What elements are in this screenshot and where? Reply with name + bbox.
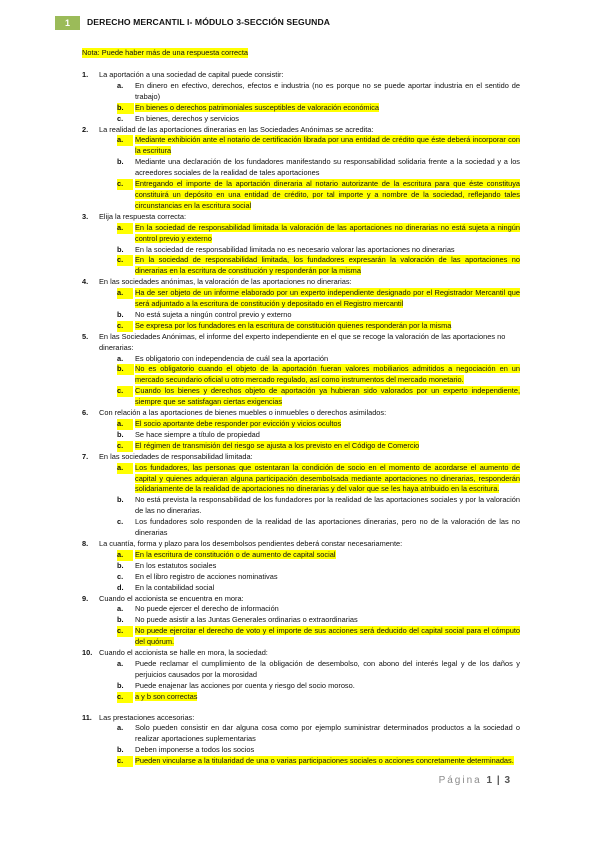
option-text: Puede enajenar las acciones por cuenta y riesgo del socio moroso. bbox=[135, 680, 355, 690]
option-letter: b. bbox=[117, 364, 134, 375]
option-text: En dinero en efectivo, derechos, efectos e industria (no es porque no se puede aportar industria en el sentido de trabajo) bbox=[135, 80, 520, 101]
page-number: 1 bbox=[486, 775, 493, 786]
question-number: 9. bbox=[82, 593, 89, 603]
option-letter: d. bbox=[117, 582, 124, 592]
option-text: Cuando los bienes y derechos objeto de aportación ya hubieran sido valorados por un experto independiente, siempre que se satisfagan ciertas exigencias bbox=[135, 386, 520, 407]
option-letter: c. bbox=[117, 571, 124, 581]
option-text: Entregando el importe de la aportación dineraria al notario autorizante de la escritura para que éste constituya constituirá un depósito en una entidad de crédito, por tal importe y a nombre de la sociedad, reflejando tales circunstancias en la escritura social bbox=[135, 179, 520, 210]
answer-option bbox=[99, 681, 520, 692]
option-letter: a. bbox=[117, 723, 124, 733]
question-number: 3. bbox=[82, 211, 89, 221]
answer-option bbox=[99, 615, 520, 626]
question-text: La cuantía, forma y plazo para los desembolsos pendientes deberá constar necesariamente: bbox=[99, 538, 403, 548]
question bbox=[82, 539, 520, 594]
option-text: No puede asistir a las Juntas Generales ordinarias o extraordinarias bbox=[135, 615, 358, 625]
answer-option-correct bbox=[99, 255, 520, 277]
answer-option bbox=[99, 745, 520, 756]
page-separator: | bbox=[496, 775, 500, 786]
option-letter: a. bbox=[117, 658, 124, 668]
option-letter: a. bbox=[117, 288, 133, 299]
option-letter: b. bbox=[117, 560, 124, 570]
answer-option-correct bbox=[99, 550, 520, 561]
option-text: En la sociedad de responsabilidad limitada, los fundadores expresarán la valoración de las aportaciones no dinerarias en la escritura de constitución y responderán por la misma bbox=[135, 255, 520, 276]
question-text: Con relación a las aportaciones de bienes muebles o inmuebles o derechos asimilados: bbox=[99, 408, 387, 418]
question bbox=[82, 713, 520, 768]
question-number: 7. bbox=[82, 451, 89, 461]
answer-option bbox=[99, 659, 520, 681]
option-text: Los fundadores, las personas que ostentaran la condición de socio en el momento de acordarse el aumento de capital y quienes adquieran alguna participación desembolsada mediante aportaciones no dinerarias, responderán solidariamente de la realidad de aportaciones no dinerarias y del valor que se les haya atribuido en la escritura. bbox=[135, 462, 520, 494]
question bbox=[82, 212, 520, 277]
answer-option bbox=[99, 561, 520, 572]
option-text: Pueden vincularse a la titularidad de una o varias participaciones sociales o acciones concretamente determinadas. bbox=[135, 756, 514, 766]
question bbox=[82, 452, 520, 539]
question bbox=[82, 70, 520, 125]
option-letter: c. bbox=[117, 692, 133, 703]
option-letter: c. bbox=[117, 113, 124, 123]
question-number: 5. bbox=[82, 331, 89, 341]
option-letter: b. bbox=[117, 615, 124, 625]
question-number: 11. bbox=[82, 712, 92, 722]
option-text: En el libro registro de acciones nominativas bbox=[135, 571, 278, 581]
question-number: 10. bbox=[82, 648, 93, 658]
option-text: Se hace siempre a título de propiedad bbox=[135, 429, 260, 439]
question-number: 6. bbox=[82, 408, 89, 418]
answer-option bbox=[99, 723, 520, 745]
option-letter: b. bbox=[117, 103, 134, 114]
option-letter: c. bbox=[117, 386, 133, 397]
question-list bbox=[82, 70, 520, 767]
question-text: Elija la respuesta correcta: bbox=[99, 211, 187, 221]
option-letter: b. bbox=[117, 309, 124, 319]
option-text: Puede reclamar el cumplimiento de la obligación de desembolso, con abono del interés legal y de los daños y perjuicios causados por la morosidad bbox=[135, 658, 520, 679]
question-text: Cuando el accionista se halle en mora, la sociedad: bbox=[99, 648, 268, 658]
option-text: No puede ejercitar el derecho de voto y el importe de sus acciones será deducido del capital social para el cómputo del quórum. bbox=[135, 626, 520, 647]
option-text: Deben imponerse a todos los socios bbox=[135, 745, 255, 755]
answer-option-correct bbox=[99, 692, 520, 703]
page-footer bbox=[439, 775, 510, 786]
answer-option-correct bbox=[99, 756, 520, 767]
option-letter: a. bbox=[117, 353, 124, 363]
option-letter: a. bbox=[117, 604, 124, 614]
question-number: 2. bbox=[82, 124, 89, 134]
answer-option bbox=[99, 81, 520, 103]
question bbox=[82, 332, 520, 408]
option-text: Los fundadores solo responden de la realidad de las aportaciones dinerarias, pero no de la valoración de las no dinerarias bbox=[135, 517, 520, 538]
answer-option-correct bbox=[99, 135, 520, 157]
option-text: Solo pueden consistir en dar alguna cosa como por ejemplo suministrar determinados productos a la sociedad o realizar aportaciones suplementarias bbox=[135, 723, 520, 744]
question-number: 4. bbox=[82, 277, 89, 287]
answer-option-correct bbox=[99, 103, 520, 114]
option-text: En la escritura de constitución o de aumento de capital social bbox=[135, 549, 336, 559]
document-title: DERECHO MERCANTIL I- MÓDULO 3-SECCIÓN SEGUNDA bbox=[87, 17, 331, 27]
answer-option bbox=[99, 604, 520, 615]
option-text: Se expresa por los fundadores en la escritura de constitución quienes responderán por la misma bbox=[135, 320, 452, 330]
option-text: Mediante exhibición ante el notario de certificación librada por una entidad de crédito que éste deberá incorporar con la escritura bbox=[135, 135, 520, 156]
question-number: 8. bbox=[82, 538, 89, 548]
option-text: Es obligatorio con independencia de cuál sea la aportación bbox=[135, 353, 329, 363]
answer-option-correct bbox=[99, 223, 520, 245]
option-text: El régimen de transmisión del riesgo se ajusta a los previsto en el Código de Comercio bbox=[135, 440, 420, 450]
option-text: En bienes, derechos y servicios bbox=[135, 113, 239, 123]
answer-option bbox=[99, 245, 520, 256]
question-text: En las Sociedades Anónimas, el informe del experto independiente en el que se recoge la valoración de las aportaciones no dinerarias: bbox=[99, 331, 506, 352]
answer-option bbox=[99, 114, 520, 125]
option-text: Ha de ser objeto de un informe elaborado por un experto independiente designado por el Registrador Mercantil que será adjuntado a la escritura de constitución y depositado en el Registro mercantil bbox=[135, 288, 520, 309]
answer-option bbox=[99, 430, 520, 441]
question-text: Las prestaciones accesorias: bbox=[99, 712, 195, 722]
answer-option-correct bbox=[99, 441, 520, 452]
option-letter: a. bbox=[117, 550, 133, 561]
answer-option-correct bbox=[99, 626, 520, 648]
question-text: En las sociedades de responsabilidad limitada: bbox=[99, 451, 253, 461]
answer-option-correct bbox=[99, 463, 520, 496]
answer-option bbox=[99, 310, 520, 321]
option-letter: c. bbox=[117, 756, 133, 767]
option-text: No está prevista la responsabilidad de los fundadores por la realidad de las aportaciones sociales y por la valoración de las no dinerarias. bbox=[135, 495, 520, 516]
option-letter: b. bbox=[117, 495, 124, 505]
answer-option-correct bbox=[99, 179, 520, 212]
option-text: En los estatutos sociales bbox=[135, 560, 217, 570]
option-letter: c. bbox=[117, 179, 133, 190]
answer-option-correct bbox=[99, 321, 520, 332]
note: Nota: Puede haber más de una respuesta correcta bbox=[82, 48, 248, 57]
option-text: No puede ejercer el derecho de información bbox=[135, 604, 279, 614]
option-letter: b. bbox=[117, 680, 124, 690]
page-label: Página bbox=[438, 775, 482, 786]
option-letter: b. bbox=[117, 244, 124, 254]
question bbox=[82, 648, 520, 703]
question bbox=[82, 125, 520, 212]
question bbox=[82, 408, 520, 452]
option-text: En la sociedad de responsabilidad limitada no es necesario valorar las aportaciones no dinerarias bbox=[135, 244, 455, 254]
option-letter: c. bbox=[117, 626, 133, 637]
option-letter: c. bbox=[117, 255, 133, 266]
answer-option bbox=[99, 572, 520, 583]
question bbox=[82, 594, 520, 649]
option-letter: a. bbox=[117, 80, 124, 90]
option-letter: b. bbox=[117, 429, 124, 439]
option-letter: a. bbox=[117, 223, 133, 234]
option-text: a y b son correctas bbox=[135, 691, 198, 701]
answer-option bbox=[99, 495, 520, 517]
option-letter: b. bbox=[117, 745, 124, 755]
option-letter: c. bbox=[117, 441, 133, 452]
option-letter: a. bbox=[117, 135, 133, 146]
question bbox=[82, 277, 520, 332]
option-text: En bienes o derechos patrimoniales susceptibles de valoración económica bbox=[135, 102, 380, 112]
option-text: El socio aportante debe responder por evicción y vicios ocultos bbox=[135, 419, 342, 428]
question-number: 1. bbox=[82, 70, 89, 79]
question-text: En las sociedades anónimas, la valoración de las aportaciones no dinerarias: bbox=[99, 277, 352, 287]
option-letter: c. bbox=[117, 517, 124, 527]
page-badge: 1 bbox=[55, 16, 80, 30]
answer-option bbox=[99, 583, 520, 594]
question-text: La aportación a una sociedad de capital puede consistir: bbox=[99, 70, 284, 79]
question-text: La realidad de las aportaciones dinerarias en las Sociedades Anónimas se acredita: bbox=[99, 124, 374, 134]
option-text: No es obligatorio cuando el objeto de la aportación fueran valores mobiliarios admitidos a negociación en un mercado secundario oficial u otro mercado regulado, así como instrumentos del mercado monetario. bbox=[135, 364, 520, 385]
page-total: 3 bbox=[504, 775, 510, 786]
answer-option-correct bbox=[99, 386, 520, 408]
answer-option-correct bbox=[99, 364, 520, 386]
option-letter: a. bbox=[117, 463, 133, 474]
question-text: Cuando el accionista se encuentra en mora: bbox=[99, 593, 244, 603]
answer-option bbox=[99, 157, 520, 179]
option-text: No está sujeta a ningún control previo y externo bbox=[135, 309, 292, 319]
answer-option bbox=[99, 354, 520, 365]
option-letter: b. bbox=[117, 157, 124, 167]
option-text: En la sociedad de responsabilidad limitada la valoración de las aportaciones no dinerarias no está sujeta a ningún control previo y externo bbox=[135, 222, 520, 243]
option-text: Mediante una declaración de los fundadores manifestando su responsabilidad solidaria frente a la sociedad y a los acreedores sociales de la realidad de tales aportaciones bbox=[135, 157, 520, 178]
option-letter: c. bbox=[117, 321, 133, 332]
answer-option bbox=[99, 517, 520, 539]
answer-option-correct bbox=[99, 419, 520, 430]
option-text: En la contabilidad social bbox=[135, 582, 215, 592]
option-letter: a. bbox=[117, 419, 133, 430]
answer-option-correct bbox=[99, 288, 520, 310]
